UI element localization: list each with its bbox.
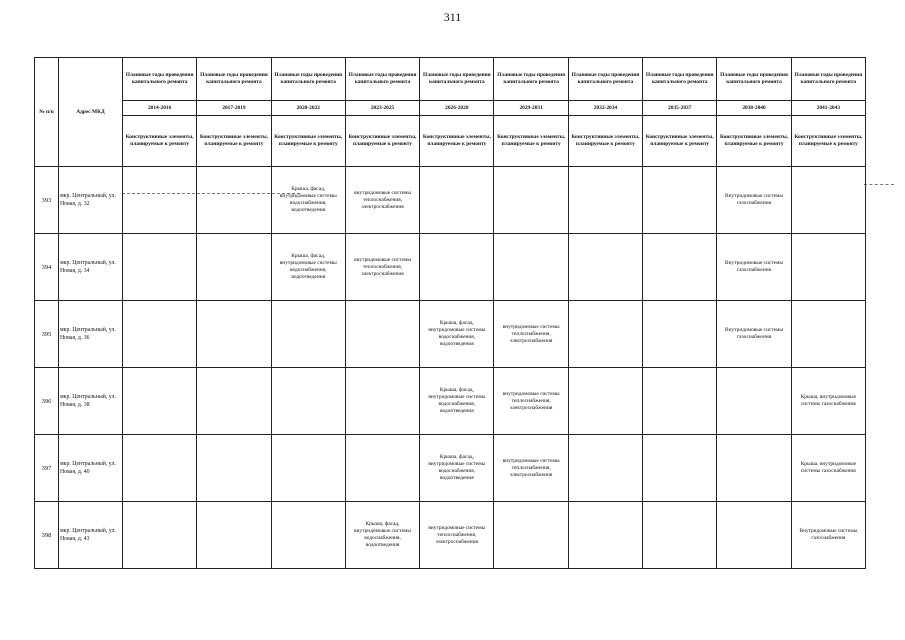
repair-elements-cell <box>643 368 717 435</box>
period-header: 2023-2025 <box>345 101 419 116</box>
table-row <box>35 234 866 301</box>
period-header: 2026-2028 <box>420 101 494 116</box>
row-number: 398 <box>35 502 59 569</box>
plan-years-header: Плановые годы проведения капитального ремонта <box>717 58 791 101</box>
row-address: мкр. Центральный, ул. Новая, д. 36 <box>59 301 123 368</box>
plan-years-header: Плановые годы проведения капитального ремонта <box>271 58 345 101</box>
period-header: 2014-2016 <box>123 101 197 116</box>
repair-elements-cell: внутридомовые системы теплоснабжения, электроснабжения <box>345 234 419 301</box>
repair-elements-cell <box>568 368 642 435</box>
elements-header: Конструктивные элементы, планируемые к ремонту <box>345 116 419 167</box>
elements-header: Конструктивные элементы, планируемые к ремонту <box>643 116 717 167</box>
repair-elements-cell <box>197 301 271 368</box>
repair-elements-cell <box>494 502 568 569</box>
row-address: мкр. Центральный, ул. Новая, д. 38 <box>59 368 123 435</box>
num-column-header: № п/п <box>35 58 59 167</box>
repair-elements-cell <box>494 234 568 301</box>
row-number: 394 <box>35 234 59 301</box>
table-body <box>35 167 866 569</box>
period-header: 2032-2034 <box>568 101 642 116</box>
address-column-header: Адрес МКД <box>59 58 123 167</box>
row-number: 393 <box>35 167 59 234</box>
plan-years-header: Плановые годы проведения капитального ремонта <box>345 58 419 101</box>
elements-header: Конструктивные элементы, планируемые к ремонту <box>568 116 642 167</box>
repair-elements-cell <box>791 301 865 368</box>
row-address: мкр. Центральный, ул. Новая, д. 34 <box>59 234 123 301</box>
repair-elements-cell <box>717 435 791 502</box>
repair-elements-cell: Внутридомовые системы газоснабжения <box>717 301 791 368</box>
repair-elements-cell <box>271 502 345 569</box>
repair-elements-cell <box>791 234 865 301</box>
table-row <box>35 502 866 569</box>
period-header: 2035-2037 <box>643 101 717 116</box>
repair-elements-cell: Крыша, фасад, внутридомовые системы водоснабжения, водоотведения <box>420 368 494 435</box>
elements-header: Конструктивные элементы, планируемые к ремонту <box>420 116 494 167</box>
plan-years-header: Плановые годы проведения капитального ремонта <box>791 58 865 101</box>
repair-elements-cell <box>568 435 642 502</box>
repair-elements-cell: внутридомовые системы теплоснабжения, электроснабжения <box>494 301 568 368</box>
elements-header: Конструктивные элементы, планируемые к ремонту <box>791 116 865 167</box>
repair-elements-cell: Крыша, внутридомовые системы газоснабжения <box>791 435 865 502</box>
repair-elements-cell <box>123 301 197 368</box>
elements-header: Конструктивные элементы, планируемые к ремонту <box>123 116 197 167</box>
repair-elements-cell <box>791 167 865 234</box>
repair-elements-cell <box>271 435 345 502</box>
period-header: 2020-2022 <box>271 101 345 116</box>
repair-elements-cell <box>568 502 642 569</box>
repair-elements-cell <box>271 301 345 368</box>
repair-elements-cell: Крыша, внутридомовые системы газоснабжения <box>791 368 865 435</box>
repair-elements-cell <box>197 502 271 569</box>
repair-elements-cell <box>197 167 271 234</box>
plan-years-header: Плановые годы проведения капитального ремонта <box>420 58 494 101</box>
repair-elements-cell: Крыша, фасад, внутридомовые системы водоснабжения, водоотведения <box>345 502 419 569</box>
elements-header: Конструктивные элементы, планируемые к ремонту <box>271 116 345 167</box>
row-number: 395 <box>35 301 59 368</box>
repair-elements-cell: внутридомовые системы теплоснабжения, электроснабжения <box>494 368 568 435</box>
period-header: 2041-2043 <box>791 101 865 116</box>
repair-elements-cell: Крыша, фасад, внутридомовые системы водоснабжения, водоотведения <box>420 301 494 368</box>
repair-elements-cell <box>568 234 642 301</box>
elements-header: Конструктивные элементы, планируемые к ремонту <box>197 116 271 167</box>
repair-elements-cell <box>643 502 717 569</box>
repair-elements-cell: Внутридомовые системы газоснабжения <box>791 502 865 569</box>
elements-header: Конструктивные элементы, планируемые к ремонту <box>717 116 791 167</box>
repair-elements-cell: Крыша, фасад, внутридомовые системы водоснабжения, водоотведения <box>271 234 345 301</box>
repair-elements-cell: внутридомовые системы теплоснабжения, электроснабжения <box>345 167 419 234</box>
table-row <box>35 301 866 368</box>
plan-years-header: Плановые годы проведения капитального ремонта <box>494 58 568 101</box>
table-row <box>35 167 866 234</box>
period-header: 2029-2031 <box>494 101 568 116</box>
repair-elements-cell <box>717 368 791 435</box>
period-header: 2017-2019 <box>197 101 271 116</box>
repair-elements-cell <box>643 234 717 301</box>
capital-repair-plan-table <box>34 57 866 569</box>
repair-elements-cell <box>643 435 717 502</box>
period-header: 2038-2040 <box>717 101 791 116</box>
repair-elements-cell <box>568 301 642 368</box>
repair-elements-cell: Внутридомовые системы газоснабжения <box>717 167 791 234</box>
row-address: мкр. Центральный, ул. Новая, д. 43 <box>59 502 123 569</box>
repair-elements-cell <box>717 502 791 569</box>
repair-elements-cell <box>123 368 197 435</box>
page-number: 311 <box>443 10 462 24</box>
repair-elements-cell <box>271 368 345 435</box>
repair-elements-cell <box>568 167 642 234</box>
repair-elements-cell: внутридомовые системы теплоснабжения, электроснабжения <box>420 502 494 569</box>
repair-elements-cell <box>345 435 419 502</box>
plan-years-header: Плановые годы проведения капитального ремонта <box>197 58 271 101</box>
row-number: 396 <box>35 368 59 435</box>
repair-elements-cell <box>123 502 197 569</box>
repair-elements-cell: Крыша, фасад, внутридомовые системы водоснабжения, водоотведения <box>420 435 494 502</box>
plan-years-header: Плановые годы проведения капитального ремонта <box>123 58 197 101</box>
table-header <box>35 58 866 167</box>
repair-elements-cell <box>345 301 419 368</box>
row-address: мкр. Центральный, ул. Новая, д. 32 <box>59 167 123 234</box>
repair-elements-cell <box>197 368 271 435</box>
table-row <box>35 435 866 502</box>
table-row <box>35 368 866 435</box>
row-number: 397 <box>35 435 59 502</box>
plan-years-header: Плановые годы проведения капитального ремонта <box>643 58 717 101</box>
elements-header: Конструктивные элементы, планируемые к ремонту <box>494 116 568 167</box>
repair-elements-cell <box>197 234 271 301</box>
repair-elements-cell <box>643 167 717 234</box>
repair-elements-cell: Крыша, фасад, внутридомовые системы водоснабжения, водоотведения <box>271 167 345 234</box>
scan-dashed-line <box>864 184 894 185</box>
repair-elements-cell <box>420 234 494 301</box>
repair-elements-cell <box>123 234 197 301</box>
repair-elements-cell <box>123 435 197 502</box>
repair-elements-cell: Внутридомовые системы газоснабжения <box>717 234 791 301</box>
repair-elements-cell: внутридомовые системы теплоснабжения, электроснабжения <box>494 435 568 502</box>
repair-elements-cell <box>643 301 717 368</box>
plan-years-header: Плановые годы проведения капитального ремонта <box>568 58 642 101</box>
repair-elements-cell <box>345 368 419 435</box>
repair-elements-cell <box>494 167 568 234</box>
row-address: мкр. Центральный, ул. Новая, д. 40 <box>59 435 123 502</box>
repair-elements-cell <box>197 435 271 502</box>
repair-elements-cell <box>420 167 494 234</box>
repair-elements-cell <box>123 167 197 234</box>
